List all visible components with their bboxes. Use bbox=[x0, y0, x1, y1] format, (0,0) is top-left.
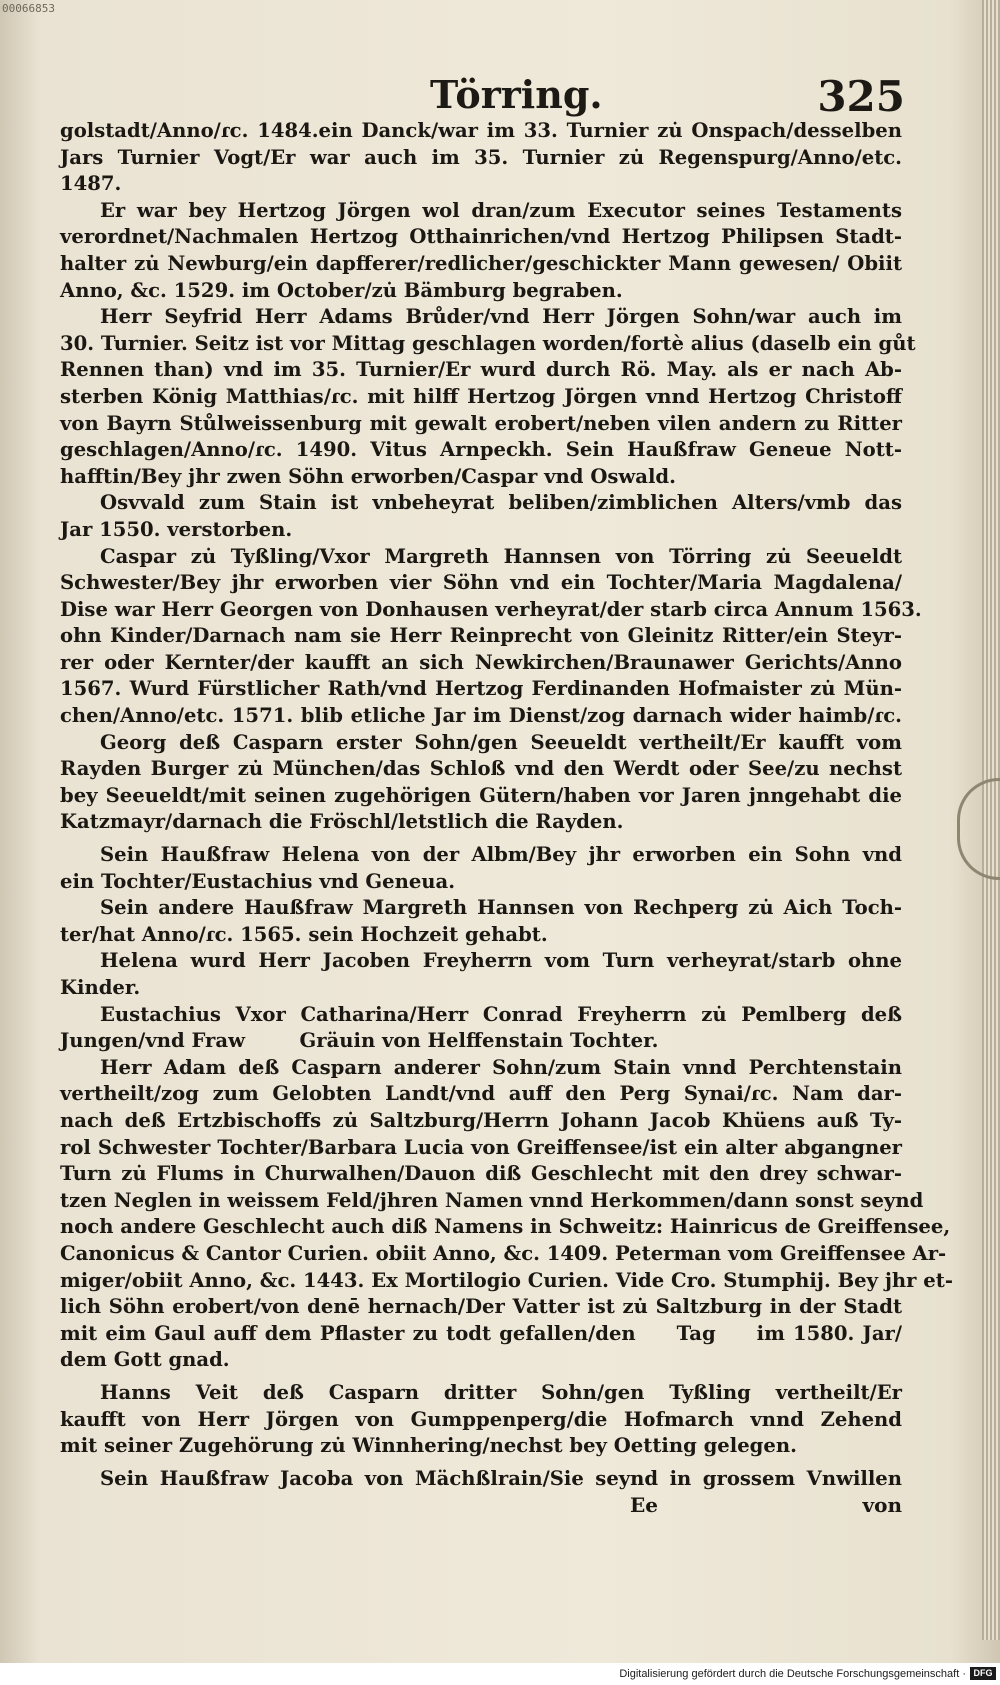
text-line: Herr Adam deß Casparn anderer Sohn/zum Stain vnnd Perchtenstain bbox=[100, 1055, 902, 1079]
text-line: Caspar zu̇ Tyßling/Vxor Margreth Hannsen von Törring zu̇ Seeueldt bbox=[100, 544, 902, 568]
text-line: 1487. bbox=[60, 172, 122, 196]
body-text bbox=[60, 118, 953, 1492]
text-line: Herr Seyfrid Herr Adams Brůder/vnd Herr Jörgen Sohn/war auch im bbox=[100, 305, 902, 329]
text-line: ohn Kinder/Darnach nam sie Herr Reinprecht von Gleinitz Ritter/ein Steyr- bbox=[60, 624, 902, 648]
text-line: nach deß Ertzbischoffs zu̇ Saltzburg/Herrn Johann Jacob Khüens auß Ty- bbox=[60, 1108, 902, 1132]
text-line: verordnet/Nachmalen Hertzog Otthainrichen/vnd Hertzog Philipsen Stadt- bbox=[60, 225, 902, 249]
text-line: golstadt/Anno/ɾc. 1484.ein Danck/war im 33. Turnier zu̇ Onspach/desselben bbox=[60, 119, 902, 142]
text-line: bey Seeueldt/mit seinen zugehörigen Gütern/haben vor Jaren jnngehabt die bbox=[60, 783, 902, 807]
text-line: hafftin/Bey jhr zwen Söhn erworben/Caspar vnd Oswald. bbox=[60, 464, 676, 488]
funding-credit: Digitalisierung gefördert durch die Deutsche Forschungsgemeinschaft · bbox=[619, 1668, 966, 1680]
text-line: geschlagen/Anno/ɾc. 1490. Vitus Arnpeckh. Sein Haußfraw Geneue Nott- bbox=[60, 438, 902, 462]
catchline bbox=[60, 1493, 902, 1523]
text-line: ter/hat Anno/ɾc. 1565. sein Hochzeit gehabt. bbox=[60, 922, 548, 946]
text-line: Dise war Herr Georgen von Donhausen verheyrat/der starb circa Annum 1563. bbox=[60, 597, 922, 621]
text-line: Georg deß Casparn erster Sohn/gen Seeueldt vertheilt/Er kaufft vom bbox=[100, 730, 902, 754]
text-line: miger/obiit Anno, &c. 1443. Ex Mortilogio Curien. Vide Cro. Stumphij. Bey jhr et- bbox=[60, 1268, 953, 1292]
text-line: halter zu̇ Newburg/ein dapfferer/redlicher/geschickter Mann gewesen/ Obiit bbox=[60, 251, 902, 275]
text-line: Kinder. bbox=[60, 976, 141, 999]
text-line: kaufft von Herr Jörgen von Gumppenperg/die Hofmarch vnnd Zehend bbox=[60, 1407, 902, 1431]
catchword: von bbox=[862, 1493, 902, 1517]
text-line: dem Gott gnad. bbox=[60, 1348, 230, 1372]
text-line: mit eim Gaul auff dem Pflaster zu todt gefallen/den Tag im 1580. Jar/ bbox=[60, 1321, 902, 1345]
text-line: sterben König Matthias/ɾc. mit hilff Hertzog Jörgen vnnd Hertzog Christoff bbox=[60, 384, 902, 408]
text-line: 1567. Wurd Fürstlicher Rath/vnd Hertzog Ferdinanden Hofmaister zu̇ Mün- bbox=[60, 677, 902, 701]
text-line: 30. Turnier. Seitz ist vor Mittag geschlagen worden/fortè alius (daselb ein gůt bbox=[60, 331, 916, 355]
text-line: lich Söhn erobert/von denē hernach/Der Vatter ist zu̇ Saltzburg in der Stadt bbox=[60, 1295, 902, 1319]
text-line: Jars Turnier Vogt/Er war auch im 35. Turnier zu̇ Regenspurg/Anno/etc. bbox=[60, 145, 902, 169]
digitization-footer bbox=[0, 1663, 1000, 1685]
text-line: Katzmayr/darnach die Fröschl/letstlich die Rayden. bbox=[60, 810, 624, 834]
text-line: chen/Anno/etc. 1571. blib etliche Jar im Dienst/zog darnach wider haimb/ɾc. bbox=[60, 704, 902, 728]
signature-mark: Ee bbox=[630, 1493, 658, 1517]
text-line: von Bayrn Stůlweissenburg mit gewalt erobert/neben vilen andern zu Ritter bbox=[60, 411, 902, 435]
text-line: vertheilt/zog zum Gelobten Landt/vnd auff den Perg Synai/ɾc. Nam dar- bbox=[60, 1082, 902, 1106]
text-line: Rayden Burger zu̇ München/das Schloß vnd den Werdt oder See/zu nechst bbox=[60, 757, 902, 781]
text-line: rol Schwester Tochter/Barbara Lucia von Greiffensee/ist ein alter abgangner bbox=[60, 1135, 902, 1159]
text-line: mit seiner Zugehörung zu̇ Winnhering/nechst bey Oetting gelegen. bbox=[60, 1434, 797, 1458]
scan-id-mark: 00066853 bbox=[2, 2, 55, 15]
text-line: Sein andere Haußfraw Margreth Hannsen von Rechperg zu̇ Aich Toch- bbox=[100, 896, 902, 920]
running-title: Törring. bbox=[430, 72, 603, 117]
text-line: tzen Neglen in weissem Feld/jhren Namen vnnd Herkommen/dann sonst seynd bbox=[60, 1188, 924, 1212]
text-line: Sein Haußfraw Helena von der Albm/Bey jhr erworben ein Sohn vnd bbox=[100, 843, 902, 867]
text-line: Er war bey Hertzog Jörgen wol dran/zum Executor seines Testaments bbox=[100, 198, 902, 222]
text-line: Eustachius Vxor Catharina/Herr Conrad Freyherrn zu̇ Pemlberg deß bbox=[100, 1002, 902, 1026]
text-line: Rennen than) vnd im 35. Turnier/Er wurd durch Rö. May. als er nach Ab- bbox=[60, 358, 902, 382]
text-line: Schwester/Bey jhr erworben vier Söhn vnd ein Tochter/Maria Magdalena/ bbox=[60, 571, 902, 595]
text-line: Jungen/vnd Fraw Gräuin von Helffenstain Tochter. bbox=[60, 1029, 659, 1053]
text-line: Osvvald zum Stain ist vnbeheyrat beliben/zimblichen Alters/vmb das bbox=[100, 491, 902, 515]
text-line: Canonicus & Cantor Curien. obiit Anno, &c. 1409. Peterman vom Greiffensee Ar- bbox=[60, 1241, 947, 1265]
text-line: Turn zu̇ Flums in Churwalhen/Dauon diß Geschlecht mit den drey schwar- bbox=[60, 1162, 902, 1186]
text-line: Helena wurd Herr Jacoben Freyherrn vom Turn verheyrat/starb ohne bbox=[100, 949, 902, 973]
text-line: noch andere Geschlecht auch diß Namens in Schweitz: Hainricus de Greiffensee, bbox=[60, 1215, 951, 1239]
text-line: Sein Haußfraw Jacoba von Mächßlrain/Sie seynd in grossem Vnwillen bbox=[100, 1466, 902, 1490]
text-line: Anno, &c. 1529. im October/zu̇ Bämburg begraben. bbox=[60, 278, 623, 302]
page-number: 325 bbox=[817, 72, 905, 121]
text-line: Jar 1550. verstorben. bbox=[60, 517, 293, 541]
text-line: Hanns Veit deß Casparn dritter Sohn/gen Tyßling vertheilt/Er bbox=[100, 1380, 902, 1404]
dfg-logo: DFG bbox=[970, 1667, 996, 1680]
text-line: rer oder Kernter/der kaufft an sich Newkirchen/Braunawer Gerichts/Anno bbox=[60, 650, 902, 674]
text-line: ein Tochter/Eustachius vnd Geneua. bbox=[60, 869, 456, 893]
